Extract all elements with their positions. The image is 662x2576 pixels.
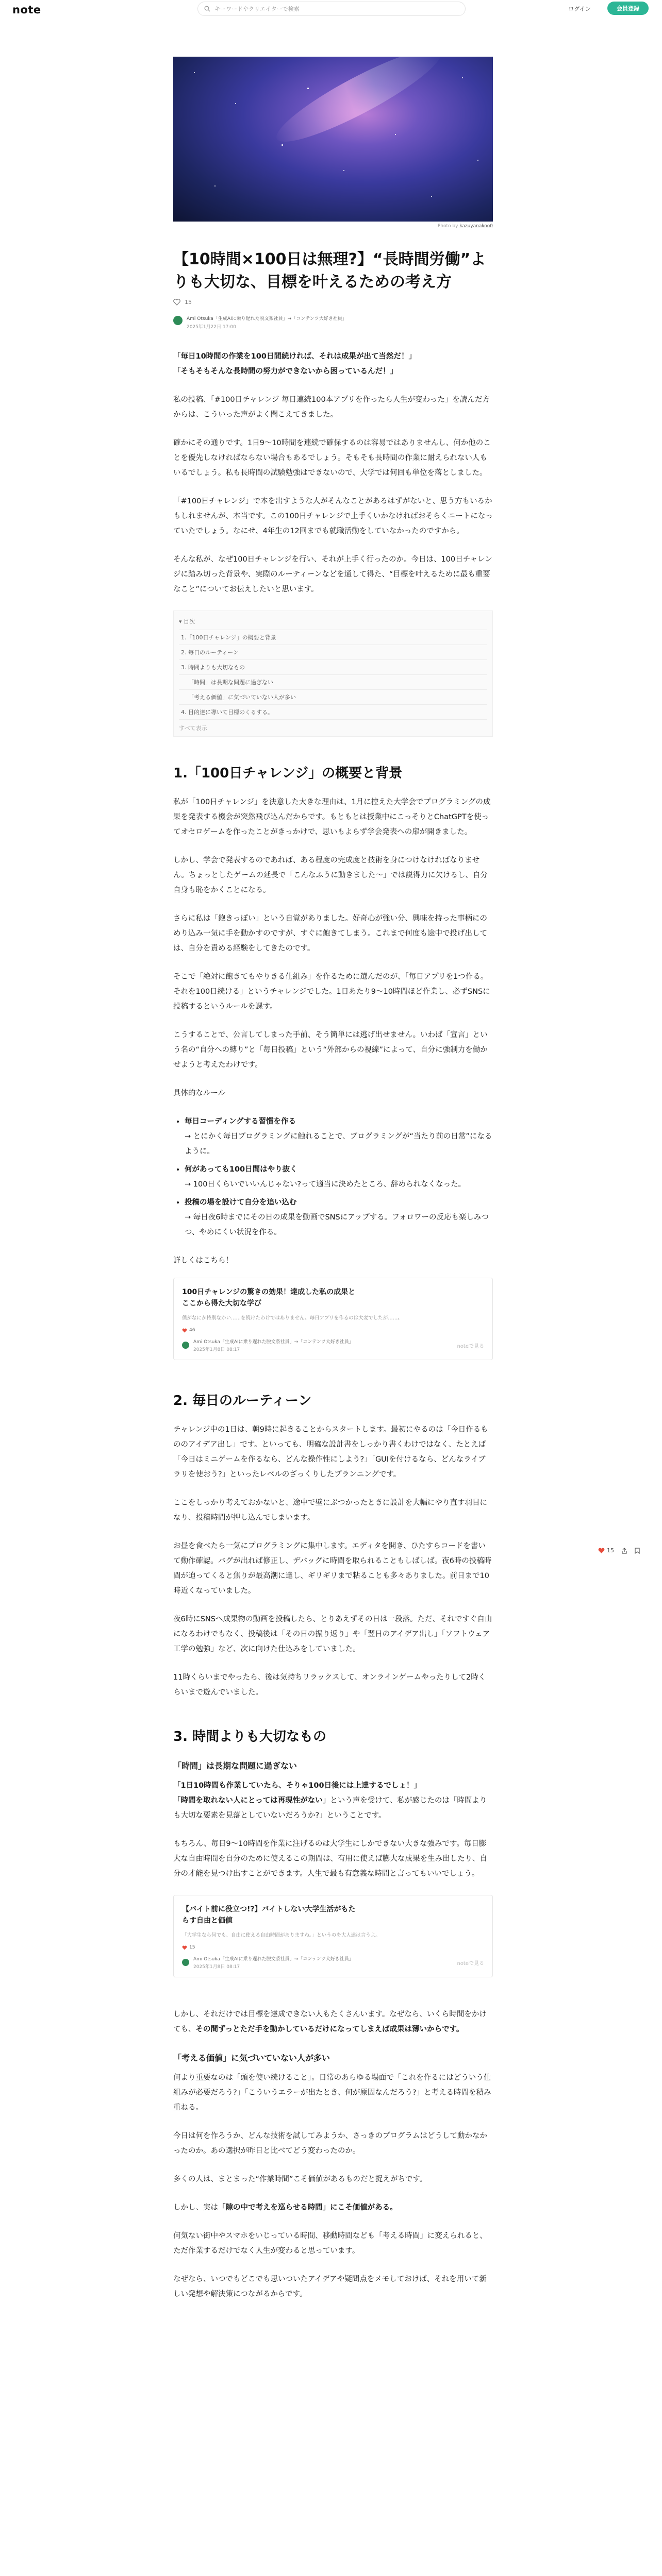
card-date: 2025年1月8日 08:17 <box>193 1347 240 1352</box>
toc-item[interactable]: 4. 目的達に導いて目標のくるする。 <box>179 704 487 719</box>
section-paragraph: ここをしっかり考えておかないと、途中で壁にぶつかったときに設計を大幅にやり直す羽目になり、投稿時間が押し込んでしまいます。 <box>173 1499 487 1522</box>
quote-line: 「1日10時間も作業していたら、そりゃ100日後には上達するでしょ！」 <box>173 1782 421 1790</box>
photo-credit: Photo by kazuyanakoo0 <box>437 224 493 229</box>
author-info[interactable] <box>173 315 493 330</box>
section-paragraph: しかし、学会で発表するのであれば、ある程度の完成度と技術を身につけなければなりません。ちょっとしたゲームの延長で「こんなふうに動きました〜」では説得力に欠けるし、自分自身も恥をかくことになる。 <box>173 856 488 894</box>
section-paragraph: もちろん、毎日9〜10時間を作業に注げるのは大学生にしかできない大きな強みです。毎日膨大な自由時間を自分のために使えるこの期間は、有用に使えば膨大な成果を生み出したり、自分の才能を見つけ出すことができます。人生で最も有意義な時間と言ってもいいでしょう。 <box>173 1840 487 1878</box>
section-paragraph: 11時くらいまでやったら、後は気持ちリラックスして、オンラインゲームやったりして2時くらいまで遊んでいました。 <box>173 1673 486 1697</box>
avatar[interactable] <box>173 316 183 325</box>
section-heading: 3. 時間よりも大切なもの <box>173 1729 327 1744</box>
card-note-label: noteで見る <box>457 1960 484 1967</box>
intro-quote-2: 「そもそもそんな長時間の努力ができないから困っているんだ！」 <box>173 367 398 376</box>
section-paragraph: チャレンジ中の1日は、朝9時に起きることからスタートします。最初にやるのは「今日作るもののアイデア出し」です。といっても、明確な設計書をしっかり書くわけではなく、たとえば「今日はミニゲームを作るなら、どんな操作性にしよう?」「GUIを付けるなら、どんなライブラリを使おう?」といったレベルのざっくりしたプランニングです。 <box>173 1426 488 1479</box>
card-title[interactable]: 【バイト前に役立つ!?】バイトしない大学生活がもたらす自由と価値 <box>182 1905 356 1925</box>
article-title: 【10時間×100日は無理?】“長時間労働”よりも大切な、目標を叶えるための考え方 <box>173 250 486 291</box>
card-title[interactable]: 100日チャレンジの驚きの効果！達成した私の成果とここから得た大切な学び <box>182 1288 356 1308</box>
rules-list <box>173 1114 493 1240</box>
intro-paragraph: 私の投稿、「#100日チャレンジ 毎日連続100本アプリを作ったら人生が変わった」を読んだ方からは、こういった声がよく聞こえてきました。 <box>173 396 490 419</box>
signup-button[interactable]: 会員登録 <box>607 2 649 15</box>
card-like-count: 46 <box>189 1328 195 1333</box>
publish-date: 2025年1月22日 17:00 <box>187 325 236 330</box>
hero-image <box>173 57 493 222</box>
photo-credit-link[interactable]: kazuyanakoo0 <box>459 224 493 229</box>
heart-outline-icon <box>173 299 180 306</box>
quote-paragraph: 「時間を取れない人にとっては再現性がない」という声を受けて、私が感じたのは「時間よりも大切な要素を見落としていないだろうか?」ということです。 <box>173 1797 487 1820</box>
section-paragraph: なぜなら、いつでもどこでも思いついたアイデアや疑問点をメモしておけば、それを用いて新しい発想や解決策につながるからです。 <box>173 2275 487 2298</box>
subsection-heading: 「考える価値」に気づいていない人が多い <box>173 2053 330 2063</box>
share-icon <box>621 1548 627 1554</box>
toc-item[interactable]: 「考える価値」に気づいていない人が多い <box>179 689 487 704</box>
section-paragraph: 何気ない街中やスマホをいじっている時間、移動時間なども「考える時間」に変えられると、ただ作業するだけでなく人生が変わると思っています。 <box>173 2232 487 2255</box>
section-paragraph: しかし、それだけでは目標を達成できない人もたくさんいます。なぜなら、いくら時間をかけても、その間ずっとただ手を動かしているだけになってしまえば成果は薄いからです。 <box>173 2010 487 2033</box>
section-paragraph: こうすることで、公言してしまった手前、そう簡単には逃げ出せません。いわば「宣言」という名の“自分への縛り”と「毎日投稿」という“外部からの視線”によって、自分に強制力を働かせようと考えたわけです。 <box>173 1031 488 1069</box>
card-author: Ami Otsuka「生成AIに乗り遅れた脱文系社員」→「コンテンツ大好き社員」 <box>193 1957 354 1962</box>
section-paragraph: そこで「絶対に飽きてもやりきる仕組み」を作るために選んだのが、「毎日アプリを1つ作る。それを100日続ける」というチャレンジでした。1日あたり9〜10時間ほど作業し、必ずSNSに投稿するというルールを課す。 <box>173 973 490 1011</box>
list-item: • 何があっても100日間はやり抜く → 100日くらいでいいんじゃない?って適当に決めたところ、辞められなくなった。 <box>185 1162 493 1192</box>
toc-show-all[interactable]: すべて表示 <box>179 719 487 732</box>
card-like-count: 15 <box>189 1945 195 1950</box>
avatar <box>182 1342 189 1349</box>
floating-like-button[interactable] <box>598 1547 614 1554</box>
card-author: Ami Otsuka「生成AIに乗り遅れた脱文系社員」→「コンテンツ大好き社員」 <box>193 1340 354 1345</box>
list-item: • 毎日コーディングする習慣を作る → とにかく毎日プログラミングに触れることで、プログラミングが“当たり前の日常”になるように。 <box>185 1114 493 1159</box>
toc-item[interactable]: 「時間」は長期な問題に過ぎない <box>179 674 487 689</box>
bookmark-icon <box>635 1548 640 1554</box>
login-button[interactable]: ログイン <box>568 6 591 12</box>
toc-heading[interactable]: ▾ 目次 <box>179 618 195 625</box>
like-area[interactable] <box>173 299 493 306</box>
avatar <box>182 1959 189 1966</box>
section-heading: 1.「100日チャレンジ」の概要と背景 <box>173 766 403 781</box>
card-date: 2025年1月8日 08:17 <box>193 1964 240 1970</box>
section-paragraph: 今日は何を作ろうか、どんな技術を試してみようか、さっきのプログラムはどうして動かなかったのか。あの選択が昨日と比べてどう変わったのか。 <box>173 2132 487 2155</box>
search-input[interactable] <box>197 2 466 16</box>
floating-actions <box>598 1547 647 1554</box>
section-paragraph: お昼を食べたら一気にプログラミングに集中します。エディタを開き、ひたすらコードを書いて動作確認。バグが出れば修正し、デバッグに時間を取られることもしばしば。夜6時の投稿時間が迫ってくると焦りが最高潮に達し、ギリギリまで粘ることも多々ありました。前日まで10時近くなっていました。 <box>173 1542 492 1595</box>
intro-paragraph: 「#100日チャレンジ」で本を出すような人がそんなことがあるはずがないと、思う方もいるかもしれませんが、本当です。この100日チャレンジで上手くいかなければおそらくニートになっていたでしょう。なにせ、4年生の12回までも就職活動をしていなかったのですから。 <box>173 497 493 535</box>
section-paragraph: 夜6時にSNSへ成果物の動画を投稿したら、とりあえずその日は一段落。ただ、それですぐ自由になるわけでもなく、投稿後は「その日の振り返り」や「翌日のアイデア出し」「ソフトウェア工学の勉強」など、次に向けた仕込みをしていました。 <box>173 1615 492 1653</box>
chevron-down-icon: ▾ <box>179 618 182 625</box>
embedded-article-card[interactable] <box>173 1895 493 1977</box>
card-description: 「大学生なら何でも、自由に使える自由時間がありますね。」というのを大人達は言うよ。 <box>182 1933 380 1938</box>
heart-icon <box>182 1328 187 1333</box>
section-paragraph: さらに私は「飽きっぽい」という自覚がありました。好奇心が強い分、興味を持った事柄にのめり込み一気に手を動かすのですが、すぐに飽きてしまう。これまで何度も途中で投げ出しては、自分を責める経験をしてきたのです。 <box>173 914 487 953</box>
floating-like-count: 15 <box>607 1547 614 1554</box>
embedded-article-card[interactable] <box>173 1278 493 1360</box>
list-item: • 投稿の場を設けて自分を追い込む → 毎日夜6時までにその日の成果を動画でSNSにアップする。フォロワーの反応も楽しみつつ、やめにくい状況を作る。 <box>185 1195 493 1240</box>
toc-item[interactable]: 1.「100日チャレンジ」の概要と背景 <box>179 630 487 645</box>
table-of-contents <box>173 611 493 737</box>
author-name[interactable]: Ami Otsuka「生成AIに乗り遅れた脱文系社員」→「コンテンツ大好き社員」 <box>187 316 347 321</box>
heart-icon <box>182 1945 187 1950</box>
toc-item[interactable]: 3. 時間よりも大切なもの <box>179 659 487 674</box>
rules-title: 具体的なルール <box>173 1089 226 1097</box>
detail-note: 詳しくはこちら！ <box>173 1257 233 1265</box>
intro-quote-1: 「毎日10時間の作業を100日間続ければ、それは成果が出て当然だ！」 <box>173 352 416 361</box>
toc-item[interactable]: 2. 毎日のルーティーン <box>179 645 487 659</box>
like-count: 15 <box>185 299 192 306</box>
section-paragraph: 私が「100日チャレンジ」を決意した大きな理由は、1月に控えた大学会でプログラミングの成果を発表する機会が突然飛び込んだからです。もともとは授業中にこっそりとChatGPTを使ってオセロゲームを作ったことがきっかけで、思いもよらず学会発表への扉が開きました。 <box>173 798 491 836</box>
card-description: 僕がなにか特別なかい……を続けたわけではありません。毎日アプリを作るのは大変でしたが……。 <box>182 1315 403 1321</box>
note-logo[interactable]: note <box>12 4 41 16</box>
section-paragraph: 多くの人は、まとまった“作業時間”こそ価値があるものだと捉えがちです。 <box>173 2175 427 2183</box>
subsection-heading: 「時間」は長期な問題に過ぎない <box>173 1761 297 1771</box>
bookmark-button[interactable] <box>635 1548 640 1554</box>
section-heading: 2. 毎日のルーティーン <box>173 1393 312 1409</box>
intro-paragraph: そんな私が、なぜ100日チャレンジを行い、それが上手く行ったのか。今日は、100日チャレンジに踏み切った背景や、実際のルーティーンなどを通して得た、“目標を叶えるために最も重要なこと”についてお伝えしたいと思います。 <box>173 555 492 594</box>
article <box>173 57 493 2315</box>
intro-paragraph: 確かにその通りです。1日9〜10時間を連続で確保するのは容易ではありませんし、何か他のことを優先しなければならない場合もあるでしょう。そもそも長時間の作業に耐えられない人もいるでしょう。私も長時間の試験勉強はできないので、大学では何回も単位を落としました。 <box>173 439 491 477</box>
top-bar <box>0 0 662 20</box>
heart-icon <box>598 1548 605 1554</box>
card-note-label: noteで見る <box>457 1343 484 1349</box>
share-button[interactable] <box>621 1548 627 1554</box>
search-placeholder: キーワードやクリエイターで検索 <box>214 6 300 12</box>
section-paragraph: 何より重要なのは「頭を使い続けること」。日常のあらゆる場面で「これを作るにはどういう仕組みが必要だろう?」「こういうエラーが出たとき、何が原因なんだろう?」と考える時間を積み重ねる。 <box>173 2074 491 2112</box>
section-paragraph: しかし、実は「隙の中で考えを巡らせる時間」にこそ価値がある。 <box>173 2204 398 2212</box>
search-icon <box>204 6 210 12</box>
